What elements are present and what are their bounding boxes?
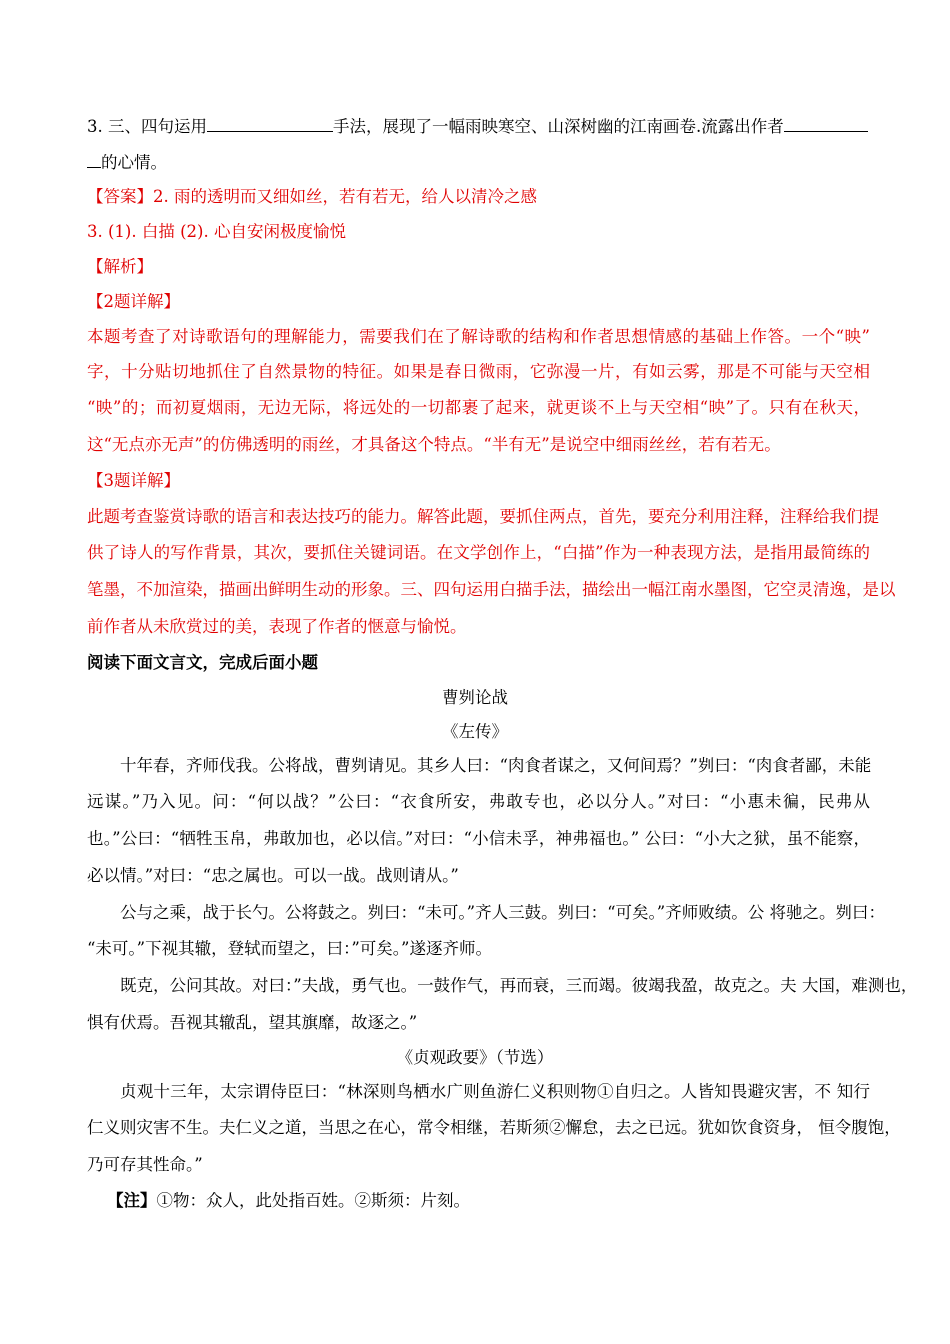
answer-2: 2. 雨的透明而又细如丝，若有若无，给人以清冷之感	[153, 187, 537, 206]
passage-2-line: 贞观十三年，太宗谓侍臣曰：“林深则鸟栖水广则鱼游仁义积则物①自归之。人皆知畏避灾害，不 知行	[120, 1082, 870, 1101]
passage-1-line: 必以情。”对曰：“忠之属也。可以一战。战则请从。”	[87, 866, 459, 885]
passage-1-title: 曹刿论战	[442, 688, 508, 707]
q3-detail-line: 前作者从未欣赏过的美，表现了作者的惬意与愉悦。	[87, 617, 467, 636]
passage-2-title: 《贞观政要》（节选）	[396, 1048, 554, 1067]
passage-1-source: 《左传》	[442, 722, 508, 741]
q3-detail-line: 笔墨，不加渲染，描画出鲜明生动的形象。三、四句运用白描手法，描绘出一幅江南水墨图，它空灵清逸，是以	[87, 580, 896, 599]
reading-instruction: 阅读下面文言文，完成后面小题	[87, 653, 318, 672]
footnote-label: 【注】	[107, 1191, 157, 1210]
answer-label: 【答案】	[87, 187, 153, 206]
q2-detail-line: “映”的；而初夏烟雨，无边无际，将远处的一切都裹了起来，就更谈不上与天空相“映”了。只有在秋天，	[87, 398, 870, 417]
q2-detail-line: 本题考查了对诗歌语句的理解能力，需要我们在了解诗歌的结构和作者思想情感的基础上作答。一个“映”	[87, 327, 870, 346]
passage-1-line: 惧有伏焉。吾视其辙乱，望其旗靡，故逐之。”	[87, 1013, 418, 1032]
q3-detail-line: 供了诗人的写作背景，其次，要抓住关键词语。在文学创作上，“白描”作为一种表现方法，是指用最简练的	[87, 543, 870, 562]
q2-detail-heading: 【2题详解】	[87, 292, 180, 311]
q2-detail-line: 这“无点亦无声”的仿佛透明的雨丝，才具备这个特点。“半有无”是说空中细雨丝丝，若有若无。	[87, 435, 781, 454]
question-3-text-c: 的心情。	[101, 153, 167, 172]
answer-line-2	[87, 187, 870, 207]
q3-detail-line: 此题考查鉴赏诗歌的语言和表达技巧的能力。解答此题，要抓住两点，首先，要充分利用注释，注释给我们提	[87, 507, 879, 526]
question-3-text-a: 3. 三、四句运用	[87, 117, 207, 136]
answer-blank-2-part-2[interactable]	[87, 153, 101, 168]
analysis-label: 【解析】	[87, 257, 153, 276]
passage-1-line: 十年春，齐师伐我。公将战，曹刿请见。其乡人曰：“肉食者谋之，又何间焉？”刿曰：“肉食者鄙，未能	[120, 756, 872, 775]
answer-blank-1[interactable]	[207, 117, 333, 132]
footnote	[87, 1191, 870, 1211]
answer-blank-2-part-1[interactable]	[784, 117, 868, 132]
passage-1-line: “未可。”下视其辙，登轼而望之，曰：”可矣。”遂逐齐师。	[87, 939, 492, 958]
question-3-line-2	[87, 153, 870, 173]
passage-2-line: 仁义则灾害不生。夫仁义之道，当思之在心，常令相继，若斯须②懈怠，去之已远。犹如饮食资身， 恒令腹饱，	[87, 1118, 901, 1137]
passage-1-line: 公与之乘，战于长勺。公将鼓之。刿曰：“未可。”齐人三鼓。刿曰：“可矣。”齐师败绩。公 将驰之。刿曰：	[120, 903, 885, 922]
passage-1-line: 也。”公曰：“牺牲玉帛，弗敢加也，必以信。”对曰：“小信未孚，神弗福也。” 公曰：“小大之狱，虽不能察，	[87, 829, 870, 848]
footnote-text: ①物：众人，此处指百姓。②斯须：片刻。	[156, 1191, 470, 1210]
passage-1-line: 既克，公问其故。对曰：”夫战，勇气也。一鼓作气，再而衰，三而竭。彼竭我盈，故克之。夫 大国，难测也，	[120, 976, 918, 995]
answer-line-3	[87, 222, 870, 242]
question-3-text-b: 手法，展现了一幅雨映寒空、山深树幽的江南画卷.流露出作者	[333, 117, 784, 136]
passage-1-line: 远谋。”乃入见。问：“何以战？”公曰：“衣食所安，弗敢专也，必以分人。”对曰：“小惠未徧，民弗从	[87, 792, 870, 811]
question-3-line-1	[87, 117, 870, 137]
passage-2-line: 乃可存其性命。”	[87, 1155, 203, 1174]
answer-3: 3. (1). 白描 (2). 心自安闲极度愉悦	[87, 222, 346, 241]
q2-detail-line: 字，十分贴切地抓住了自然景物的特征。如果是春日微雨，它弥漫一片，有如云雾，那是不可能与天空相	[87, 362, 870, 381]
q3-detail-heading: 【3题详解】	[87, 471, 180, 490]
